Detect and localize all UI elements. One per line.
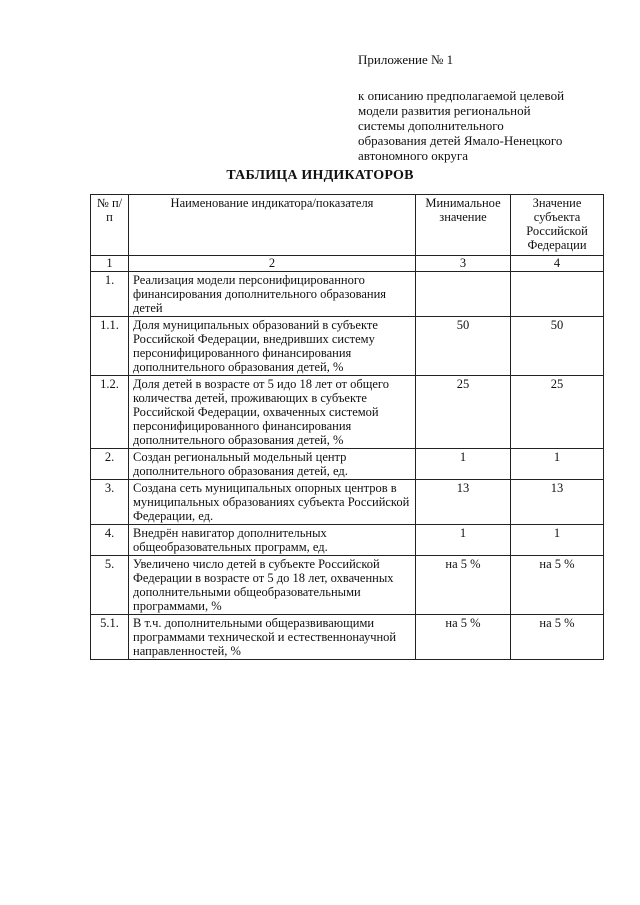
row-name: В т.ч. дополнительными общеразвивающими программами технической и естественнонаучной направленностей, %	[129, 615, 416, 660]
row-name: Доля детей в возрасте от 5 идо 18 лет от общего количества детей, проживающих в субъекте Российской Федерации, охваченных системой персонифицированного финансирования дополнительного образования детей, %	[129, 376, 416, 449]
table-title: ТАБЛИЦА ИНДИКАТОРОВ	[226, 168, 414, 183]
row-name: Реализация модели персонифицированного финансирования дополнительного образования детей	[129, 272, 416, 317]
row-num: 5.1.	[91, 615, 129, 660]
header-subject-value: Значение субъекта Российской Федерации	[511, 195, 604, 256]
appendix-line: образования детей Ямало-Ненецкого	[358, 133, 563, 148]
table-row	[91, 449, 604, 480]
appendix-title: Приложение № 1	[358, 52, 454, 67]
row-num: 3.	[91, 480, 129, 525]
table-row	[91, 556, 604, 615]
row-num: 1.	[91, 272, 129, 317]
column-numbers-row	[91, 256, 604, 272]
table-row	[91, 317, 604, 376]
row-subject-value: 50	[511, 317, 604, 376]
header-num: № п/п	[91, 195, 129, 256]
appendix-line: к описанию предполагаемой целевой	[358, 88, 565, 103]
column-number: 3	[416, 256, 511, 272]
row-num: 5.	[91, 556, 129, 615]
row-subject-value: 13	[511, 480, 604, 525]
row-min-value: на 5 %	[416, 615, 511, 660]
table-row	[91, 376, 604, 449]
row-subject-value: на 5 %	[511, 615, 604, 660]
row-num: 4.	[91, 525, 129, 556]
column-number: 1	[91, 256, 129, 272]
row-name: Создан региональный модельный центр дополнительного образования детей, ед.	[129, 449, 416, 480]
row-min-value	[416, 272, 511, 317]
table-row	[91, 525, 604, 556]
column-number: 4	[511, 256, 604, 272]
row-min-value: на 5 %	[416, 556, 511, 615]
row-num: 1.2.	[91, 376, 129, 449]
header-name: Наименование индикатора/показателя	[129, 195, 416, 256]
row-name: Увеличено число детей в субъекте Российской Федерации в возрасте от 5 до 18 лет, охваченных дополнительными общеобразовательными программами, %	[129, 556, 416, 615]
row-num: 2.	[91, 449, 129, 480]
column-number: 2	[129, 256, 416, 272]
appendix-block	[358, 52, 618, 163]
row-name: Внедрён навигатор дополнительных общеобразовательных программ, ед.	[129, 525, 416, 556]
header-min-value: Минимальное значение	[416, 195, 511, 256]
row-subject-value: 1	[511, 525, 604, 556]
row-subject-value	[511, 272, 604, 317]
table-row	[91, 480, 604, 525]
row-min-value: 1	[416, 525, 511, 556]
table-row	[91, 272, 604, 317]
appendix-line: автономного округа	[358, 148, 468, 163]
appendix-description	[358, 88, 618, 163]
row-name: Доля муниципальных образований в субъекте Российской Федерации, внедривших систему персонифицированного финансирования дополнительного образования детей, %	[129, 317, 416, 376]
table-header-row	[91, 195, 604, 256]
row-name: Создана сеть муниципальных опорных центров в муниципальных образованиях субъекта Российской Федерации, ед.	[129, 480, 416, 525]
row-subject-value: на 5 %	[511, 556, 604, 615]
row-min-value: 25	[416, 376, 511, 449]
row-min-value: 1	[416, 449, 511, 480]
row-num: 1.1.	[91, 317, 129, 376]
indicators-table	[90, 194, 604, 660]
appendix-line: системы дополнительного	[358, 118, 504, 133]
row-min-value: 13	[416, 480, 511, 525]
row-subject-value: 1	[511, 449, 604, 480]
row-subject-value: 25	[511, 376, 604, 449]
table-row	[91, 615, 604, 660]
row-min-value: 50	[416, 317, 511, 376]
appendix-line: модели развития региональной	[358, 103, 531, 118]
